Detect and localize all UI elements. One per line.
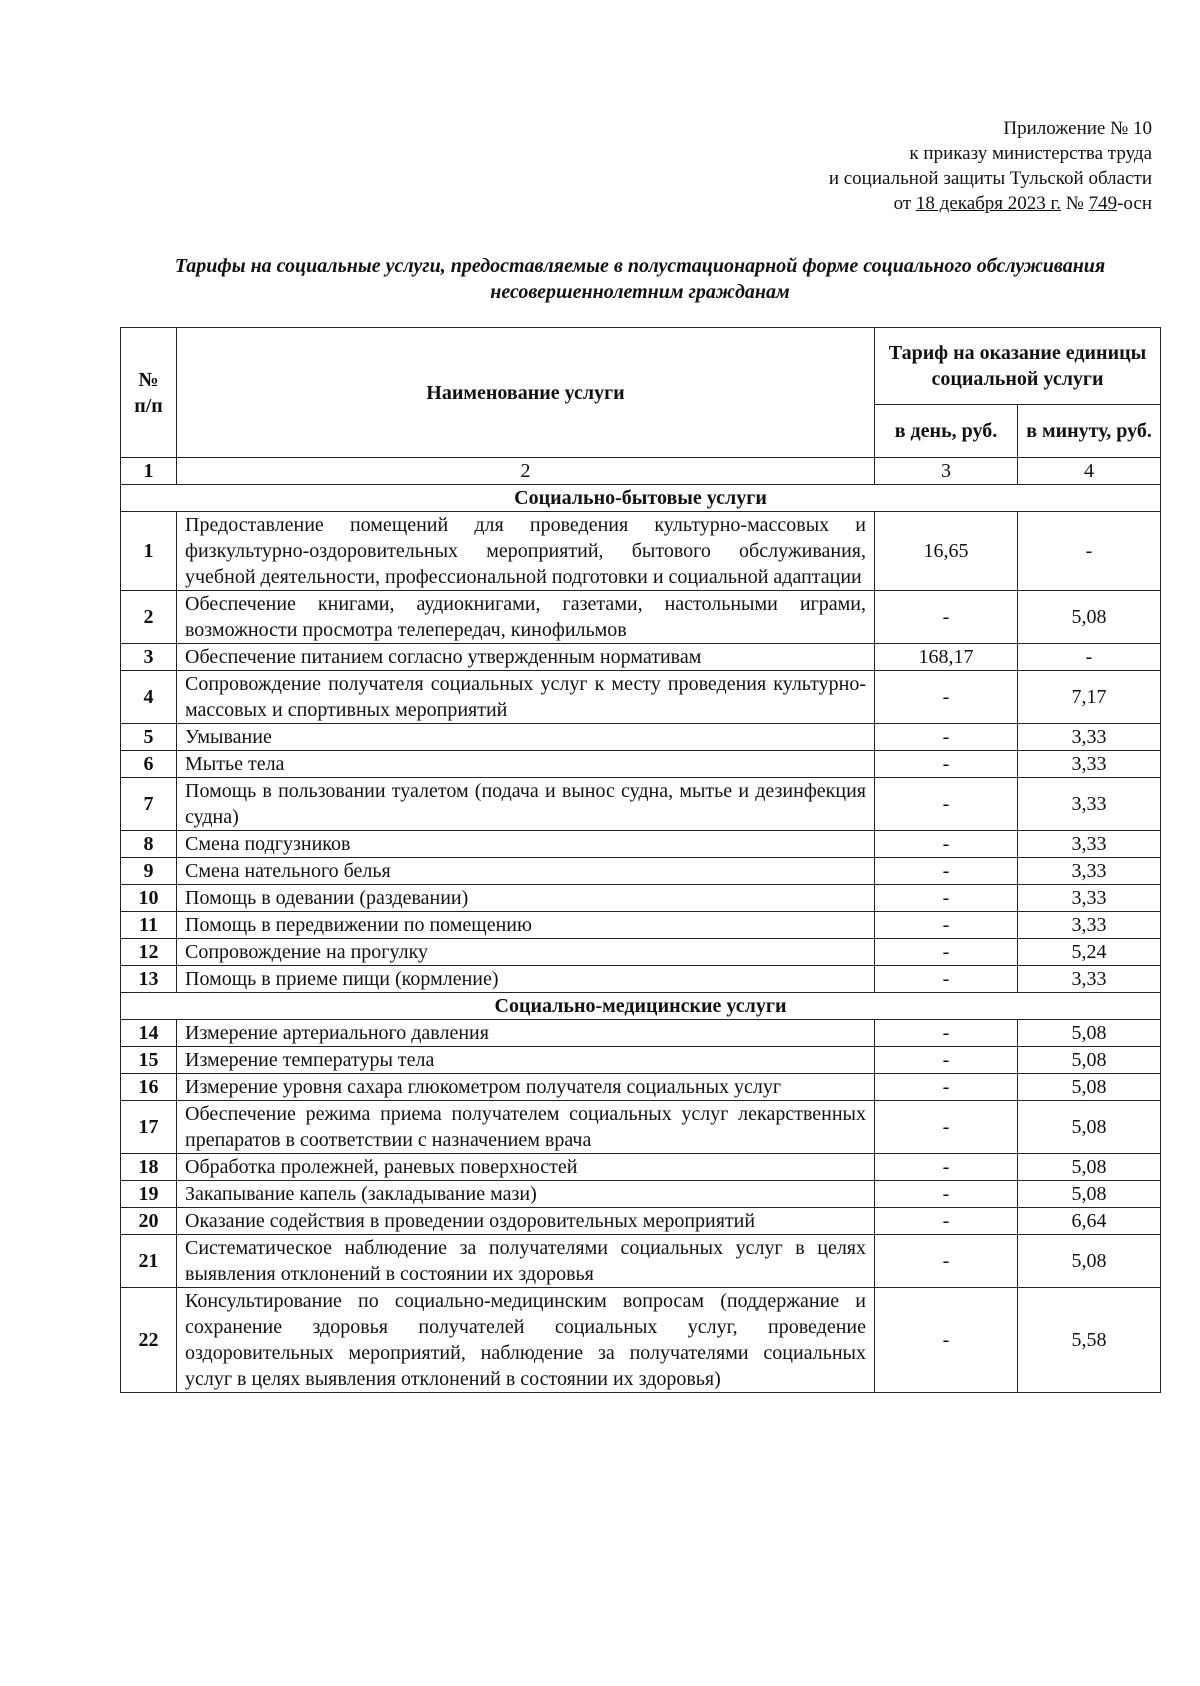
- service-name: Помощь в передвижении по помещению: [177, 912, 875, 939]
- row-number: 20: [121, 1208, 177, 1235]
- service-name: Систематическое наблюдение за получателями социальных услуг в целях выявления отклонений в состоянии их здоровья: [177, 1235, 875, 1288]
- service-name: Измерение артериального давления: [177, 1020, 875, 1047]
- tariff-per-day: -: [875, 939, 1018, 966]
- table-row: [121, 1047, 1161, 1074]
- tariff-per-day: -: [875, 591, 1018, 644]
- tariff-per-minute: 3,33: [1018, 912, 1161, 939]
- table-body: [121, 485, 1161, 1393]
- tariff-per-day: -: [875, 885, 1018, 912]
- appendix-line-4: [600, 191, 1152, 216]
- table-row: [121, 591, 1161, 644]
- tariff-per-minute: 5,08: [1018, 1154, 1161, 1181]
- service-name: Умывание: [177, 724, 875, 751]
- column-number-3: 3: [875, 458, 1018, 485]
- appendix-line-3: и социальной защиты Тульской области: [828, 168, 1152, 189]
- header-num: № п/п: [121, 328, 177, 458]
- row-number: 22: [121, 1288, 177, 1393]
- tariff-per-day: -: [875, 1154, 1018, 1181]
- tariff-per-minute: 5,08: [1018, 591, 1161, 644]
- appendix-line-1: Приложение № 10: [1003, 118, 1152, 139]
- service-name: Закапывание капель (закладывание мази): [177, 1181, 875, 1208]
- tariff-per-day: -: [875, 724, 1018, 751]
- header-per-minute: в минуту, руб.: [1018, 405, 1161, 458]
- tariff-per-day: -: [875, 1288, 1018, 1393]
- tariff-per-minute: 7,17: [1018, 671, 1161, 724]
- service-name: Помощь в пользовании туалетом (подача и вынос судна, мытье и дезинфекция судна): [177, 778, 875, 831]
- table-row: [121, 724, 1161, 751]
- tariff-per-minute: 3,33: [1018, 751, 1161, 778]
- row-number: 8: [121, 831, 177, 858]
- service-name: Помощь в одевании (раздевании): [177, 885, 875, 912]
- service-name: Консультирование по социально-медицинским вопросам (поддержание и сохранение здоровья получателей социальных услуг, проведение оздоровительных мероприятий, наблюдение за получателями социальных услуг в целях выявления отклонений в состоянии их здоровья): [177, 1288, 875, 1393]
- row-number: 7: [121, 778, 177, 831]
- section-social-household: Социально-бытовые услуги: [121, 485, 1161, 512]
- tariff-per-day: -: [875, 1047, 1018, 1074]
- tariff-per-day: -: [875, 912, 1018, 939]
- table-row: [121, 1154, 1161, 1181]
- table-row: [121, 778, 1161, 831]
- tariff-per-minute: 3,33: [1018, 778, 1161, 831]
- column-number-4: 4: [1018, 458, 1161, 485]
- tariff-per-day: -: [875, 1101, 1018, 1154]
- tariff-per-day: -: [875, 1074, 1018, 1101]
- table-row: [121, 939, 1161, 966]
- tariff-per-day: -: [875, 751, 1018, 778]
- tariff-per-day: -: [875, 966, 1018, 993]
- row-number: 1: [121, 512, 177, 591]
- table-row: [121, 831, 1161, 858]
- order-number: 749: [1088, 193, 1118, 214]
- tariff-per-minute: 5,08: [1018, 1074, 1161, 1101]
- row-number: 2: [121, 591, 177, 644]
- appendix-date-prefix: от: [893, 193, 916, 214]
- tariff-per-day: -: [875, 1020, 1018, 1047]
- header-tariff: Тариф на оказание единицы социальной услуги: [875, 328, 1161, 405]
- service-name: Обеспечение питанием согласно утвержденным нормативам: [177, 644, 875, 671]
- tariff-per-day: -: [875, 1181, 1018, 1208]
- tariff-per-day: -: [875, 858, 1018, 885]
- row-number: 5: [121, 724, 177, 751]
- row-number: 4: [121, 671, 177, 724]
- document-title: Тарифы на социальные услуги, предоставляемые в полустационарной форме социального обслуживания несовершеннолетним гражданам: [174, 255, 1106, 303]
- tariff-per-day: -: [875, 778, 1018, 831]
- tariff-per-day: 168,17: [875, 644, 1018, 671]
- table-row: [121, 966, 1161, 993]
- service-name: Смена нательного белья: [177, 858, 875, 885]
- table-row: [121, 885, 1161, 912]
- row-number: 17: [121, 1101, 177, 1154]
- tariff-per-minute: 3,33: [1018, 966, 1161, 993]
- table-row: [121, 858, 1161, 885]
- service-name: Помощь в приеме пищи (кормление): [177, 966, 875, 993]
- row-number: 11: [121, 912, 177, 939]
- number-sign: №: [1060, 193, 1089, 214]
- service-name: Обеспечение книгами, аудиокнигами, газетами, настольными играми, возможности просмотра телепередач, кинофильмов: [177, 591, 875, 644]
- table-row: [121, 751, 1161, 778]
- tariff-per-day: -: [875, 831, 1018, 858]
- tariff-per-minute: 3,33: [1018, 858, 1161, 885]
- tariff-per-minute: 5,08: [1018, 1020, 1161, 1047]
- table-row: [121, 671, 1161, 724]
- service-name: Измерение температуры тела: [177, 1047, 875, 1074]
- tariff-table: [120, 327, 1161, 1393]
- table-row: [121, 1208, 1161, 1235]
- service-name: Сопровождение на прогулку: [177, 939, 875, 966]
- service-name: Обеспечение режима приема получателем социальных услуг лекарственных препаратов в соответствии с назначением врача: [177, 1101, 875, 1154]
- service-name: Мытье тела: [177, 751, 875, 778]
- row-number: 18: [121, 1154, 177, 1181]
- row-number: 14: [121, 1020, 177, 1047]
- table-row: [121, 1235, 1161, 1288]
- row-number: 9: [121, 858, 177, 885]
- tariff-per-minute: 5,58: [1018, 1288, 1161, 1393]
- tariff-per-day: -: [875, 1208, 1018, 1235]
- header-name: Наименование услуги: [177, 328, 875, 458]
- table-row: [121, 1020, 1161, 1047]
- tariff-per-minute: -: [1018, 644, 1161, 671]
- service-name: Смена подгузников: [177, 831, 875, 858]
- header-per-day: в день, руб.: [875, 405, 1018, 458]
- tariff-per-minute: 5,08: [1018, 1235, 1161, 1288]
- row-number: 6: [121, 751, 177, 778]
- tariff-per-minute: 5,08: [1018, 1047, 1161, 1074]
- order-number-suffix: -осн: [1117, 193, 1152, 214]
- row-number: 3: [121, 644, 177, 671]
- service-name: Оказание содействия в проведении оздоровительных мероприятий: [177, 1208, 875, 1235]
- service-name: Сопровождение получателя социальных услуг к месту проведения культурно-массовых и спортивных мероприятий: [177, 671, 875, 724]
- tariff-per-minute: 5,08: [1018, 1101, 1161, 1154]
- column-number-1: 1: [121, 458, 177, 485]
- order-date: 18 декабря 2023 г.: [915, 193, 1061, 214]
- row-number: 19: [121, 1181, 177, 1208]
- tariff-per-day: -: [875, 1235, 1018, 1288]
- tariff-per-minute: 3,33: [1018, 724, 1161, 751]
- service-name: Предоставление помещений для проведения культурно-массовых и физкультурно-оздоровительных мероприятий, бытового обслуживания, учебной деятельности, профессиональной подготовки и социальной адаптации: [177, 512, 875, 591]
- service-name: Измерение уровня сахара глюкометром получателя социальных услуг: [177, 1074, 875, 1101]
- section-social-medical: Социально-медицинские услуги: [121, 993, 1161, 1020]
- table-row: [121, 1288, 1161, 1393]
- row-number: 21: [121, 1235, 177, 1288]
- row-number: 12: [121, 939, 177, 966]
- table-row: [121, 644, 1161, 671]
- table-row: [121, 912, 1161, 939]
- tariff-per-day: -: [875, 671, 1018, 724]
- column-number-2: 2: [177, 458, 875, 485]
- tariff-per-minute: 5,24: [1018, 939, 1161, 966]
- tariff-per-minute: 3,33: [1018, 885, 1161, 912]
- row-number: 15: [121, 1047, 177, 1074]
- row-number: 13: [121, 966, 177, 993]
- table-row: [121, 1101, 1161, 1154]
- tariff-per-minute: 5,08: [1018, 1181, 1161, 1208]
- table-row: [121, 1181, 1161, 1208]
- row-number: 16: [121, 1074, 177, 1101]
- table-row: [121, 512, 1161, 591]
- tariff-per-minute: 6,64: [1018, 1208, 1161, 1235]
- row-number: 10: [121, 885, 177, 912]
- tariff-per-minute: 3,33: [1018, 831, 1161, 858]
- service-name: Обработка пролежней, раневых поверхностей: [177, 1154, 875, 1181]
- tariff-per-day: 16,65: [875, 512, 1018, 591]
- tariff-per-minute: -: [1018, 512, 1161, 591]
- table-row: [121, 1074, 1161, 1101]
- appendix-line-2: к приказу министерства труда: [909, 143, 1152, 164]
- appendix-block: [600, 116, 1152, 216]
